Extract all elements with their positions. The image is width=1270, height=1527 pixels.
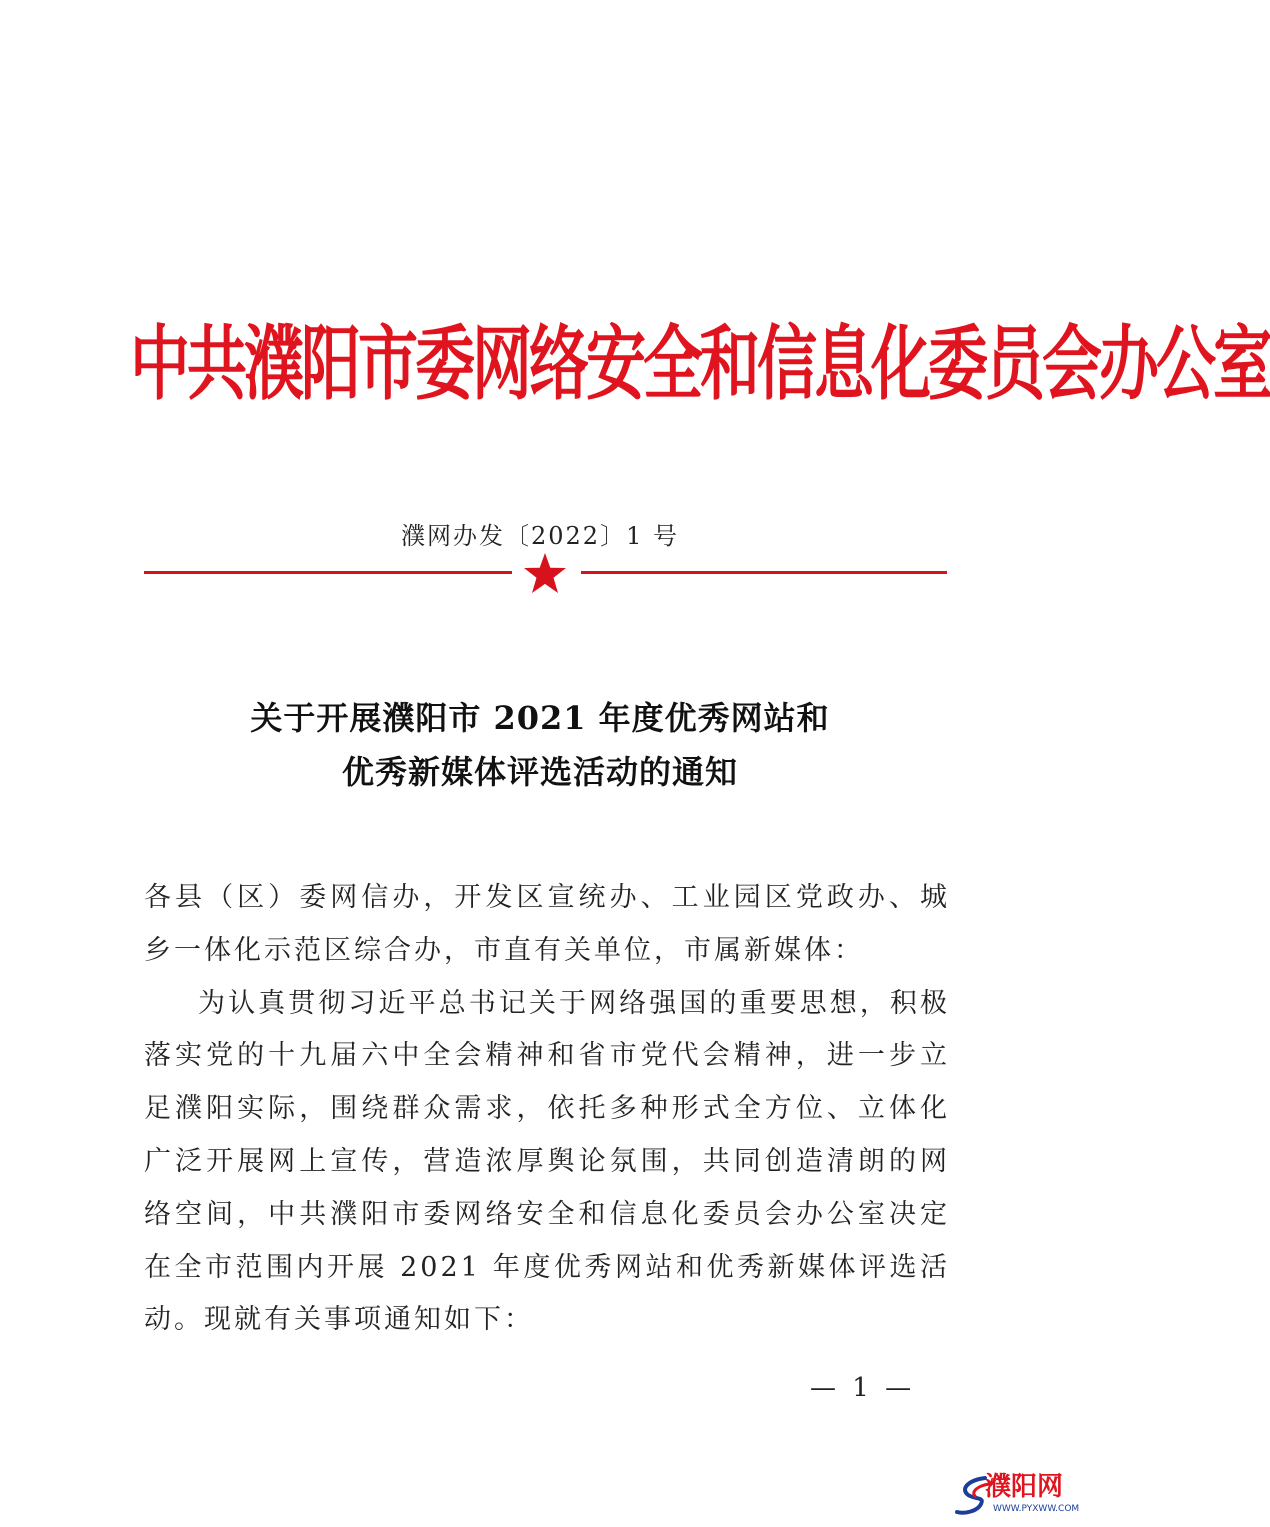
red-divider-right xyxy=(581,571,947,574)
watermark-site-name: 濮阳网 xyxy=(985,1472,1064,1502)
body-paragraph: 为认真贯彻习近平总书记关于网络强国的重要思想，积极落实党的十九届六中全会精神和省市党代会精神，进一步立足濮阳实际，围绕群众需求，依托多种形式全方位、立体化广泛开展网上宣传，营造浓厚舆论氛围，共同创造清朗的网络空间，中共濮阳市委网络安全和信息化委员会办公室决定在全市范围内开展 2021 年度优秀网站和优秀新媒体评选活动。现就有关事项通知如下： xyxy=(144,987,950,1336)
document-title-line-2: 优秀新媒体评选活动的通知 xyxy=(341,753,738,791)
document-body xyxy=(144,872,950,1347)
document-title-line-1: 关于开展濮阳市 2021 年度优秀网站和 xyxy=(250,699,830,737)
red-star-icon xyxy=(523,552,567,594)
issuing-organization-header: 中共濮阳市委网络安全和信息化委员会办公室 xyxy=(130,317,1270,413)
watermark-site-url: WWW.PYXWW.COM xyxy=(993,1504,1080,1514)
addressees: 各县（区）委网信办，开发区宣统办、工业园区党政办、城乡一体化示范区综合办，市直有关单位，市属新媒体： xyxy=(144,882,950,966)
document-number: 濮网办发〔2022〕1 号 xyxy=(401,522,679,550)
page-number: — 1 — xyxy=(810,1373,916,1403)
site-watermark xyxy=(955,1470,1080,1522)
red-divider-left xyxy=(144,571,512,574)
